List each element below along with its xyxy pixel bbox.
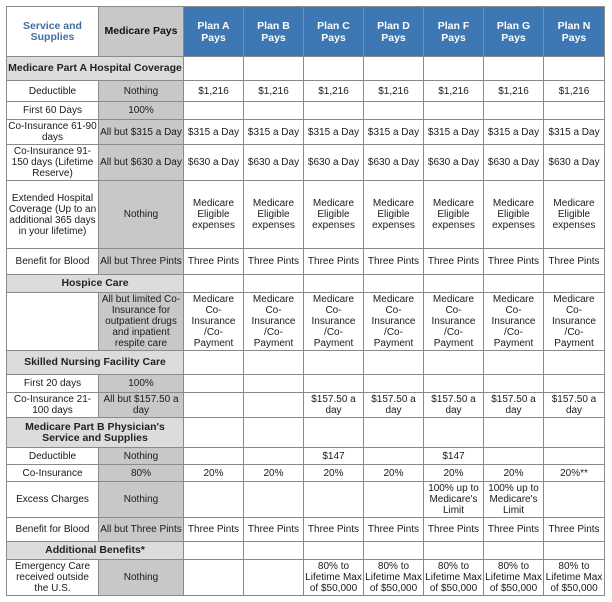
table-row	[7, 145, 605, 181]
row-label: Excess Charges	[7, 482, 99, 518]
plan-value-cell: 20%	[244, 465, 304, 482]
plan-value-cell: Medicare Eligible expenses	[364, 181, 424, 249]
empty-cell	[544, 418, 605, 448]
plan-value-cell	[484, 102, 544, 120]
empty-cell	[364, 57, 424, 81]
plan-value-cell: Three Pints	[544, 518, 605, 542]
plan-value-cell: $157.50 a day	[424, 393, 484, 418]
plan-value-cell	[184, 393, 244, 418]
empty-cell	[484, 542, 544, 560]
table-row	[7, 448, 605, 465]
row-label: Benefit for Blood	[7, 518, 99, 542]
plan-value-cell: $315 a Day	[424, 120, 484, 145]
plan-value-cell	[244, 560, 304, 596]
plan-value-cell: Medicare Co-Insurance /Co-Payment	[244, 293, 304, 351]
empty-cell	[304, 418, 364, 448]
table-row	[7, 482, 605, 518]
plan-value-cell: $1,216	[244, 81, 304, 102]
plan-value-cell: $147	[424, 448, 484, 465]
table-row	[7, 518, 605, 542]
plan-value-cell	[544, 448, 605, 465]
empty-cell	[184, 542, 244, 560]
plan-value-cell: 80% to Lifetime Max of $50,000	[485, 561, 542, 594]
plan-value-cell: 80% to Lifetime Max of $50,000	[305, 561, 362, 594]
plan-value-cell: $630 a Day	[364, 145, 424, 181]
empty-cell	[244, 57, 304, 81]
plan-value-cell	[244, 448, 304, 465]
plan-value-cell: $1,216	[184, 81, 244, 102]
section-row	[7, 542, 605, 560]
table-row	[7, 81, 605, 102]
plan-value-cell: Three Pints	[544, 249, 605, 275]
plan-value-cell: Medicare Eligible expenses	[424, 181, 484, 249]
table-row	[7, 393, 605, 418]
plan-value-cell	[184, 560, 244, 596]
medicare-pays-cell: All but limited Co-Insurance for outpatient drugs and inpatient respite care	[99, 293, 184, 351]
plan-value-cell: $1,216	[304, 81, 364, 102]
empty-cell	[424, 542, 484, 560]
plan-value-cell: $315 a Day	[304, 120, 364, 145]
plan-value-cell: Medicare Co-Insurance /Co-Payment	[304, 293, 364, 351]
plan-n-header: Plan N Pays	[544, 7, 605, 57]
plan-value-cell: Medicare Eligible expenses	[184, 181, 244, 249]
section-heading: Medicare Part A Hospital Coverage	[7, 57, 184, 81]
empty-cell	[244, 542, 304, 560]
plan-a-header: Plan A Pays	[184, 7, 244, 57]
section-heading: Hospice Care	[7, 275, 184, 293]
plan-f-header: Plan F Pays	[424, 7, 484, 57]
plan-value-cell: 20%	[364, 465, 424, 482]
empty-cell	[184, 57, 244, 81]
plan-value-cell: 20%	[304, 465, 364, 482]
medicare-plan-comparison-table	[6, 6, 605, 596]
plan-value-cell	[484, 375, 544, 393]
empty-cell	[304, 542, 364, 560]
plan-value-cell	[424, 375, 484, 393]
plan-c-header: Plan C Pays	[304, 7, 364, 57]
medicare-pays-cell: Nothing	[99, 560, 184, 596]
plan-value-cell: $147	[304, 448, 364, 465]
empty-cell	[484, 418, 544, 448]
plan-value-cell: Three Pints	[184, 249, 244, 275]
plan-value-cell: Medicare Co-Insurance /Co-Payment	[364, 293, 424, 351]
section-row	[7, 57, 605, 81]
service-header: Service and Supplies	[7, 7, 99, 57]
plan-value-cell: $315 a Day	[244, 120, 304, 145]
plan-value-cell	[544, 375, 605, 393]
table-row	[7, 249, 605, 275]
plan-value-cell: 80% to Lifetime Max of $50,000	[365, 561, 422, 594]
empty-cell	[544, 275, 605, 293]
plan-value-cell: Medicare Co-Insurance /Co-Payment	[544, 293, 605, 351]
empty-cell	[484, 275, 544, 293]
plan-value-cell: $1,216	[424, 81, 484, 102]
row-label: Emergency Care received outside the U.S.	[7, 560, 99, 596]
row-label: Co-Insurance 61-90 days	[8, 121, 97, 143]
empty-cell	[544, 542, 605, 560]
medicare-pays-cell: All but Three Pints	[99, 249, 184, 275]
empty-cell	[364, 542, 424, 560]
empty-cell	[484, 351, 544, 375]
plan-value-cell	[184, 482, 244, 518]
medicare-pays-cell: Nothing	[99, 448, 184, 465]
plan-value-cell: Three Pints	[364, 249, 424, 275]
section-heading: Medicare Part B Physician's Service and Supplies	[7, 418, 184, 448]
table-row	[7, 102, 605, 120]
plan-value-cell: Three Pints	[424, 249, 484, 275]
header-row	[7, 7, 605, 57]
empty-cell	[424, 57, 484, 81]
empty-cell	[184, 351, 244, 375]
row-label: First 20 days	[7, 375, 99, 393]
plan-value-cell: 20%	[184, 465, 244, 482]
empty-cell	[304, 351, 364, 375]
row-label: Co-Insurance 21-100 days	[7, 393, 99, 418]
plan-value-cell: $630 a Day	[184, 145, 244, 181]
plan-value-cell: Medicare Co-Insurance /Co-Payment	[484, 293, 544, 351]
empty-cell	[424, 275, 484, 293]
plan-value-cell: Medicare Eligible expenses	[304, 181, 364, 249]
row-label: Deductible	[7, 448, 99, 465]
empty-cell	[244, 275, 304, 293]
plan-value-cell: $1,216	[364, 81, 424, 102]
empty-cell	[484, 57, 544, 81]
plan-value-cell	[244, 375, 304, 393]
plan-value-cell: Three Pints	[304, 249, 364, 275]
plan-value-cell: 80% to Lifetime Max of $50,000	[544, 560, 605, 596]
plan-value-cell	[364, 482, 424, 518]
empty-cell	[364, 351, 424, 375]
plan-value-cell	[184, 375, 244, 393]
plan-value-cell	[184, 448, 244, 465]
plan-value-cell	[424, 102, 484, 120]
empty-cell	[424, 351, 484, 375]
plan-value-cell: $157.50 a day	[544, 393, 605, 418]
medicare-pays-cell: Nothing	[99, 482, 184, 518]
plan-value-cell: Three Pints	[304, 518, 364, 542]
plan-value-cell: $1,216	[544, 81, 605, 102]
plan-value-cell: $315 a Day	[184, 120, 244, 145]
plan-value-cell: Three Pints	[184, 518, 244, 542]
medicare-pays-cell: All but Three Pints	[99, 518, 184, 542]
plan-value-cell: Three Pints	[484, 518, 544, 542]
row-label: First 60 Days	[7, 102, 99, 120]
plan-value-cell: $1,216	[484, 81, 544, 102]
empty-cell	[544, 57, 605, 81]
plan-value-cell	[544, 102, 605, 120]
medicare-pays-cell: All but $630 a Day	[99, 145, 184, 181]
plan-value-cell: Three Pints	[424, 518, 484, 542]
medicare-pays-cell: 100%	[99, 375, 184, 393]
plan-value-cell	[244, 482, 304, 518]
plan-value-cell: 100% up to Medicare's Limit	[424, 482, 484, 518]
plan-value-cell: 100% up to Medicare's Limit	[484, 482, 544, 518]
plan-value-cell: Medicare Eligible expenses	[484, 181, 544, 249]
empty-cell	[544, 351, 605, 375]
plan-value-cell: $157.50 a day	[364, 393, 424, 418]
empty-cell	[424, 418, 484, 448]
plan-value-cell: $630 a Day	[424, 145, 484, 181]
plan-value-cell: 80% to Lifetime Max of $50,000	[425, 561, 482, 594]
plan-d-header: Plan D Pays	[364, 7, 424, 57]
plan-value-cell	[364, 448, 424, 465]
plan-value-cell: $157.50 a day	[484, 393, 544, 418]
medicare-pays-cell: 100%	[99, 102, 184, 120]
medicare-pays-cell: All but $315 a Day	[99, 120, 184, 145]
plan-value-cell: 20%	[424, 465, 484, 482]
plan-value-cell	[184, 102, 244, 120]
plan-value-cell	[304, 375, 364, 393]
plan-value-cell: Medicare Eligible expenses	[244, 181, 304, 249]
medicare-pays-cell: All but $157.50 a day	[99, 393, 184, 418]
plan-value-cell: $630 a Day	[304, 145, 364, 181]
plan-b-header: Plan B Pays	[244, 7, 304, 57]
plan-value-cell	[484, 448, 544, 465]
plan-value-cell: $315 a Day	[364, 120, 424, 145]
plan-value-cell: Three Pints	[484, 249, 544, 275]
plan-value-cell: Three Pints	[364, 518, 424, 542]
empty-cell	[304, 275, 364, 293]
medicare-pays-cell: Nothing	[99, 181, 184, 249]
empty-cell	[244, 418, 304, 448]
row-label: Co-Insurance	[7, 465, 99, 482]
row-label	[7, 293, 99, 351]
plan-value-cell: $630 a Day	[484, 145, 544, 181]
plan-value-cell: Three Pints	[244, 518, 304, 542]
table-row	[7, 560, 605, 596]
empty-cell	[184, 418, 244, 448]
plan-value-cell: 20%	[484, 465, 544, 482]
section-heading: Additional Benefits*	[7, 542, 184, 560]
row-label: Benefit for Blood	[7, 249, 99, 275]
plan-value-cell	[304, 482, 364, 518]
section-heading: Skilled Nursing Facility Care	[7, 351, 184, 375]
row-label: Deductible	[7, 81, 99, 102]
row-label: Extended Hospital Coverage (Up to an additional 365 days in your lifetime)	[7, 181, 99, 249]
empty-cell	[304, 57, 364, 81]
plan-value-cell: $157.50 a day	[304, 393, 364, 418]
medicare-pays-header: Medicare Pays	[99, 7, 184, 57]
plan-value-cell: 20%**	[544, 465, 605, 482]
plan-g-header: Plan G Pays	[484, 7, 544, 57]
plan-value-cell: Medicare Co-Insurance /Co-Payment	[424, 293, 484, 351]
plan-value-cell: Three Pints	[244, 249, 304, 275]
plan-value-cell	[544, 482, 605, 518]
empty-cell	[244, 351, 304, 375]
plan-value-cell: $630 a Day	[544, 145, 605, 181]
plan-value-cell	[244, 102, 304, 120]
medicare-pays-cell: 80%	[99, 465, 184, 482]
table-row	[7, 120, 605, 145]
section-row	[7, 275, 605, 293]
medicare-pays-cell: Nothing	[99, 81, 184, 102]
plan-value-cell: Medicare Co-Insurance /Co-Payment	[184, 293, 244, 351]
plan-value-cell	[364, 102, 424, 120]
plan-value-cell: $315 a Day	[484, 120, 544, 145]
table-row	[7, 465, 605, 482]
table-row	[7, 375, 605, 393]
plan-value-cell	[364, 375, 424, 393]
empty-cell	[184, 275, 244, 293]
plan-value-cell: $315 a Day	[544, 120, 605, 145]
plan-value-cell: $630 a Day	[244, 145, 304, 181]
section-row	[7, 418, 605, 448]
section-row	[7, 351, 605, 375]
table-row	[7, 181, 605, 249]
empty-cell	[364, 418, 424, 448]
table-row	[7, 293, 605, 351]
row-label: Co-Insurance 91-150 days (Lifetime Reserve)	[7, 145, 99, 181]
plan-value-cell: Medicare Eligible expenses	[544, 181, 605, 249]
plan-value-cell	[304, 102, 364, 120]
empty-cell	[364, 275, 424, 293]
plan-value-cell	[244, 393, 304, 418]
table-body	[7, 57, 605, 596]
